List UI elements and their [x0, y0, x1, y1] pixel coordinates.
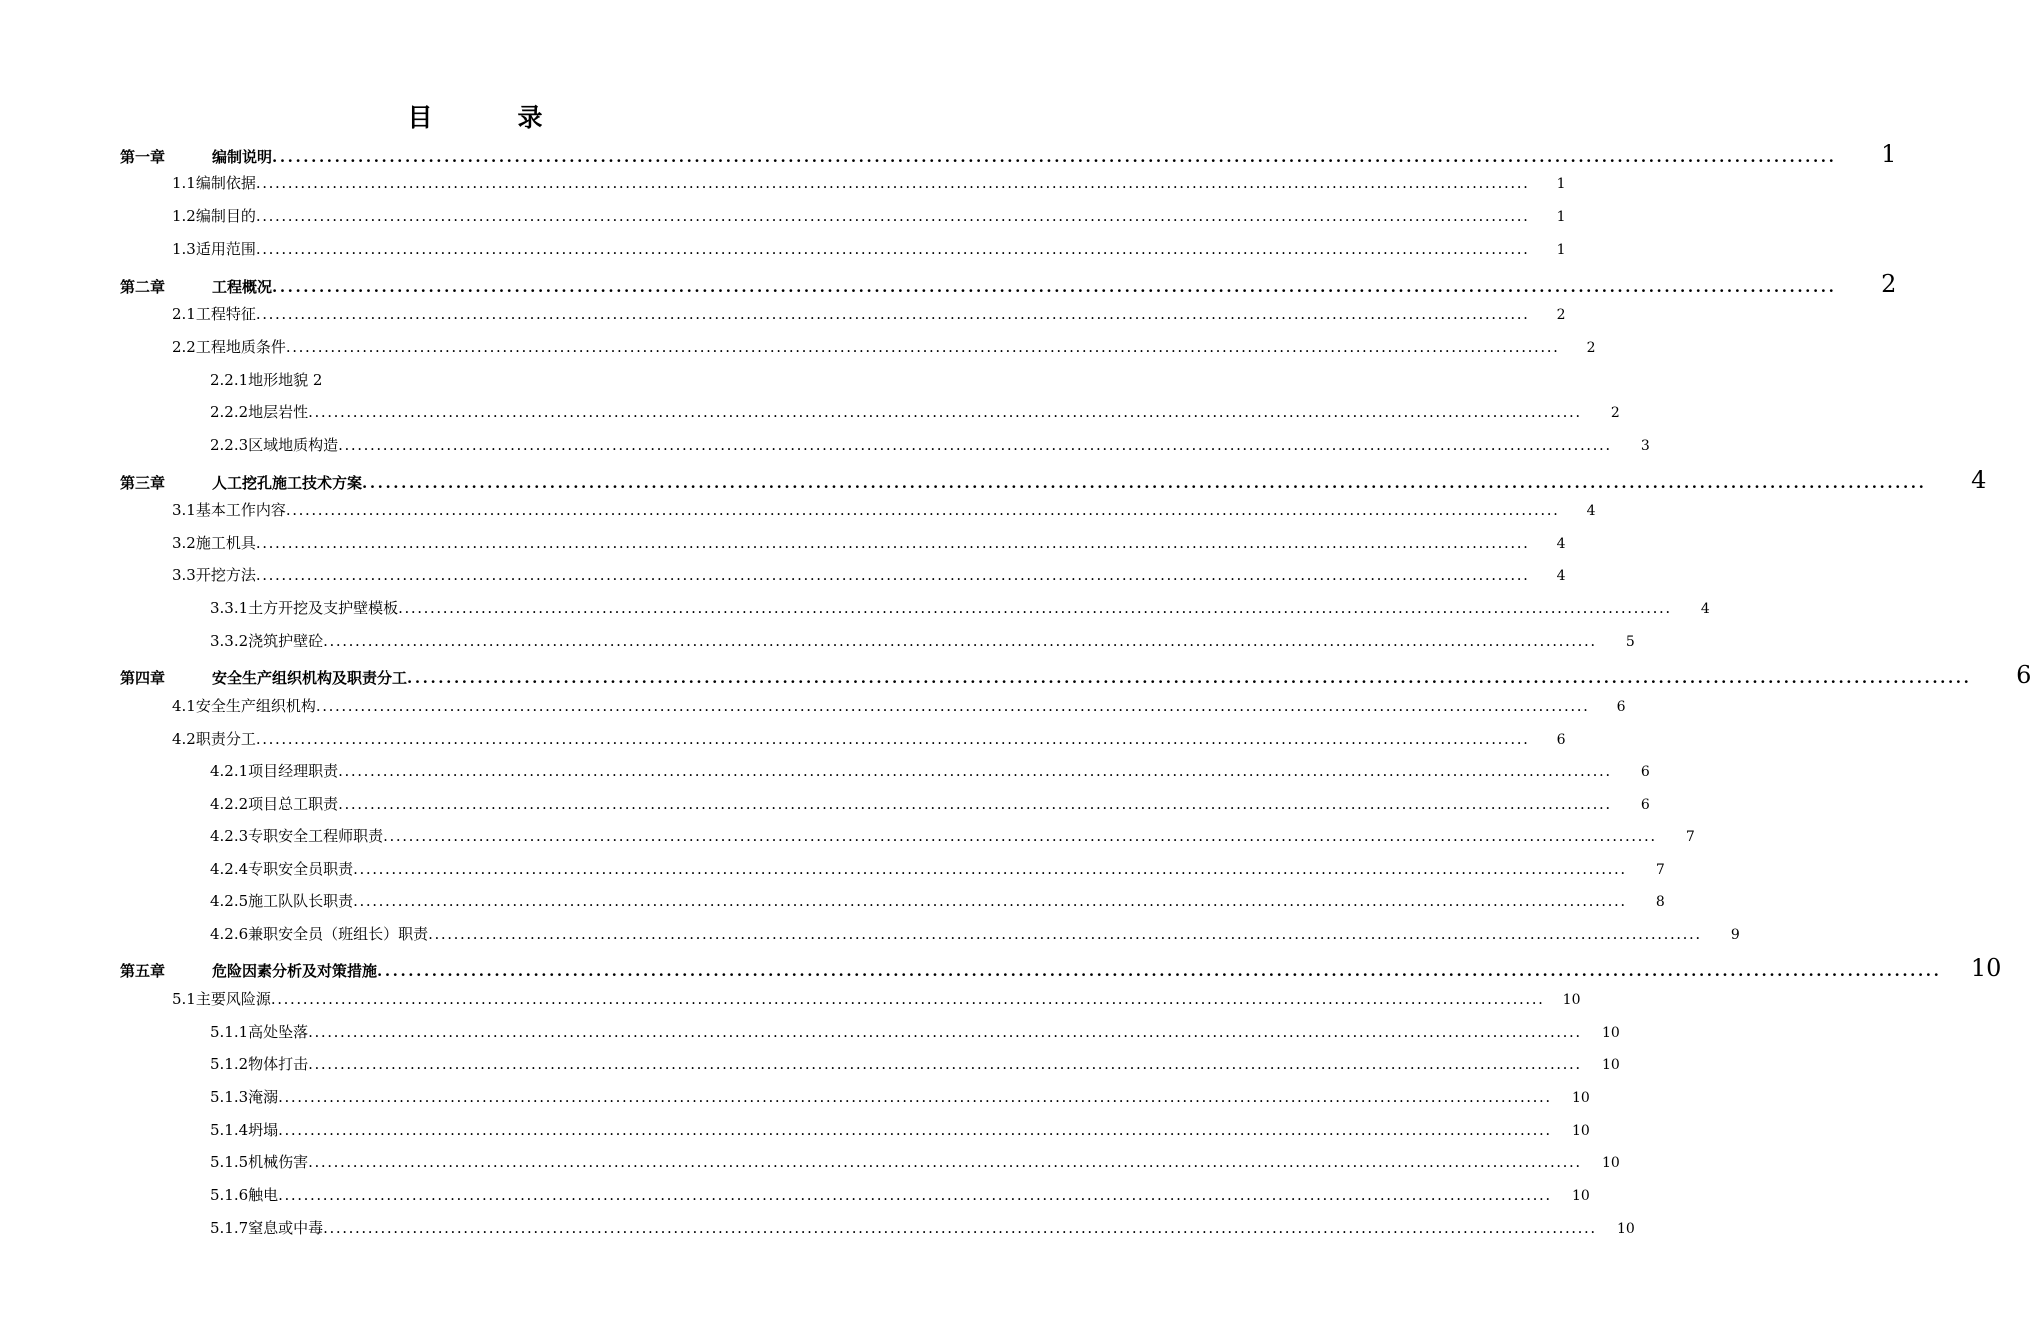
toc-entry-text: 4.2.6兼职安全员（班组长）职责	[210, 925, 429, 943]
toc-entry-label	[172, 728, 256, 750]
toc-entry-text: 2.1工程特征	[172, 305, 256, 323]
toc-entry-text: 1.2编制目的	[172, 207, 256, 225]
page-number: 10	[1601, 1025, 1620, 1041]
toc-chapter-entry[interactable]	[120, 270, 1897, 299]
toc-entry-label	[210, 858, 353, 880]
toc-entry-text: 2.2.2地层岩性	[210, 403, 309, 421]
page-number: 1	[1556, 209, 1566, 225]
toc-entry-label	[210, 793, 338, 815]
toc-section-entry[interactable]	[172, 238, 1566, 261]
dot-leader: ........................................................................................................................................................................................................	[308, 1023, 1582, 1041]
page-number: 6	[1556, 732, 1566, 748]
page-number: 4	[1586, 503, 1596, 519]
page-number: 6	[1640, 764, 1650, 780]
toc-entry-label	[210, 1053, 308, 1075]
page-number: 6	[1640, 797, 1650, 813]
toc-entry-label	[210, 597, 398, 619]
toc-section-entry[interactable]	[172, 499, 1596, 522]
dot-leader: ........................................................................................................................................................................................................	[308, 1153, 1582, 1171]
toc-entry-text: 5.1.3淹溺	[210, 1088, 279, 1106]
toc-entry-text: 2.2.1地形地貌 2	[210, 371, 323, 389]
dot-leader: ........................................................................................................................................................................................................	[428, 925, 1702, 943]
dot-leader: ........................................................................................................................................................................................................	[315, 697, 1590, 715]
chapter-number: 第一章	[120, 148, 166, 166]
toc-entry-text: 2.2工程地质条件	[172, 338, 286, 356]
toc-entry-label	[172, 172, 256, 194]
toc-entry-text: 人工挖孔施工技术方案	[212, 474, 363, 492]
toc-entry-text: 3.3.2浇筑护壁砼	[210, 632, 324, 650]
toc-subsection-entry[interactable]	[210, 760, 1650, 783]
toc-entry-label	[210, 760, 338, 782]
page-number: 10	[1616, 1221, 1635, 1237]
toc-entry-label	[120, 959, 377, 983]
toc-chapter-entry[interactable]	[120, 661, 2031, 690]
page-number: 1	[1881, 140, 1897, 168]
dot-leader: ........................................................................................................................................................................................................	[377, 962, 1942, 980]
dot-leader: ........................................................................................................................................................................................................	[338, 795, 1612, 813]
toc-subsection-entry[interactable]	[210, 1184, 1590, 1207]
toc-entry-text: 4.2职责分工	[172, 730, 256, 748]
toc-subsection-entry[interactable]	[210, 825, 1695, 848]
toc-section-entry[interactable]	[172, 695, 1626, 718]
toc-entry-text: 危险因素分析及对策措施	[212, 962, 378, 980]
chapter-number: 第四章	[120, 669, 166, 687]
page-number: 10	[1601, 1155, 1620, 1171]
toc-entry-label	[210, 434, 338, 456]
dot-leader: ........................................................................................................................................................................................................	[278, 1186, 1552, 1204]
dot-leader: ........................................................................................................................................................................................................	[407, 669, 1972, 687]
page-number: 2	[1556, 307, 1566, 323]
page-number: 2	[1586, 340, 1596, 356]
toc-entry-text: 1.1编制依据	[172, 174, 256, 192]
toc-entry-label	[210, 890, 353, 912]
dot-leader: ........................................................................................................................................................................................................	[323, 632, 1597, 650]
dot-leader: ........................................................................................................................................................................................................	[255, 240, 1530, 258]
toc-subsection-entry[interactable]	[210, 369, 840, 391]
page-number: 2	[1881, 270, 1897, 298]
toc-entry-label	[120, 275, 272, 299]
toc-entry-label	[210, 630, 323, 652]
toc-subsection-entry[interactable]	[210, 923, 1740, 946]
toc-entry-text: 5.1.4坍塌	[210, 1121, 279, 1139]
toc-entry-label	[210, 401, 308, 423]
toc-subsection-entry[interactable]	[210, 434, 1650, 457]
toc-entry-text: 5.1.5机械伤害	[210, 1153, 309, 1171]
toc-section-entry[interactable]	[172, 336, 1596, 359]
toc-section-entry[interactable]	[172, 303, 1566, 326]
page-number: 10	[1571, 1188, 1590, 1204]
toc-subsection-entry[interactable]	[210, 401, 1620, 424]
toc-subsection-entry[interactable]	[210, 858, 1665, 881]
toc-entry-text: 5.1.7窒息或中毒	[210, 1219, 324, 1237]
toc-chapter-entry[interactable]	[120, 140, 1897, 169]
toc-entry-label	[210, 1184, 278, 1206]
toc-entry-text: 3.3开挖方法	[172, 566, 256, 584]
toc-entry-text: 4.1安全生产组织机构	[172, 697, 316, 715]
toc-section-entry[interactable]	[172, 564, 1566, 587]
dot-leader: ........................................................................................................................................................................................................	[285, 501, 1560, 519]
toc-entry-text: 1.3适用范围	[172, 240, 256, 258]
toc-subsection-entry[interactable]	[210, 793, 1650, 816]
dot-leader: ........................................................................................................................................................................................................	[255, 305, 1530, 323]
toc-entry-text: 2.2.3区域地质构造	[210, 436, 339, 454]
dot-leader: ........................................................................................................................................................................................................	[255, 730, 1530, 748]
toc-entry-label	[210, 1217, 323, 1239]
toc-subsection-entry[interactable]	[210, 1151, 1620, 1174]
dot-leader: ........................................................................................................................................................................................................	[255, 566, 1530, 584]
toc-entry-text: 4.2.2项目总工职责	[210, 795, 339, 813]
toc-entry-text: 4.2.1项目经理职责	[210, 762, 339, 780]
page-number: 1	[1556, 176, 1566, 192]
toc-subsection-entry[interactable]	[210, 1021, 1620, 1044]
toc-entry-text: 安全生产组织机构及职责分工	[212, 669, 408, 687]
toc-entry-text: 工程概况	[212, 278, 273, 296]
page-number: 4	[1556, 536, 1566, 552]
page-number: 2	[1610, 405, 1620, 421]
dot-leader: ........................................................................................................................................................................................................	[308, 1055, 1582, 1073]
page-number: 9	[1730, 927, 1740, 943]
page-number: 5	[1625, 634, 1635, 650]
page-title: 目 录	[407, 103, 573, 132]
toc-entry-label	[210, 1119, 278, 1141]
toc-section-entry[interactable]	[172, 532, 1566, 555]
dot-leader: ........................................................................................................................................................................................................	[353, 892, 1627, 910]
toc-entry-label	[120, 145, 272, 169]
dot-leader: ........................................................................................................................................................................................................	[338, 436, 1612, 454]
page-number: 7	[1685, 829, 1695, 845]
dot-leader: ........................................................................................................................................................................................................	[255, 534, 1530, 552]
toc-section-entry[interactable]	[172, 205, 1566, 228]
toc-entry-label	[172, 695, 316, 717]
dot-leader: ........................................................................................................................................................................................................	[255, 207, 1530, 225]
toc-entry-label	[172, 238, 256, 260]
dot-leader: ........................................................................................................................................................................................................	[255, 174, 1530, 192]
toc-entry-text: 4.2.4专职安全员职责	[210, 860, 354, 878]
toc-entry-text: 编制说明	[212, 148, 273, 166]
chapter-number: 第二章	[120, 278, 166, 296]
dot-leader: ........................................................................................................................................................................................................	[398, 599, 1672, 617]
page-number: 10	[1601, 1057, 1620, 1073]
toc-entry-text: 3.2施工机具	[172, 534, 256, 552]
page-number: 6	[1616, 699, 1626, 715]
toc-entry-label	[172, 303, 256, 325]
dot-leader: ........................................................................................................................................................................................................	[353, 860, 1627, 878]
toc-entry-label	[120, 666, 407, 690]
toc-entry-label	[210, 825, 383, 847]
page-number: 10	[1571, 1123, 1590, 1139]
dot-leader: ........................................................................................................................................................................................................	[278, 1121, 1552, 1139]
page-number: 3	[1640, 438, 1650, 454]
dot-leader: ........................................................................................................................................................................................................	[383, 827, 1657, 845]
toc-chapter-entry[interactable]	[120, 466, 1987, 495]
toc-entry-text: 5.1.2物体打击	[210, 1055, 309, 1073]
toc-entry-label	[210, 1086, 278, 1108]
toc-section-entry[interactable]	[172, 172, 1566, 195]
toc-entry-text: 4.2.3专职安全工程师职责	[210, 827, 384, 845]
toc-entry-label	[172, 205, 256, 227]
toc-entry-text: 5.1.6触电	[210, 1186, 279, 1204]
toc-entry-label	[120, 471, 362, 495]
dot-leader: ........................................................................................................................................................................................................	[272, 278, 1837, 296]
toc-entry-label	[172, 988, 271, 1010]
page-number: 6	[2016, 661, 2031, 689]
page-number: 4	[1971, 466, 1987, 494]
page-number: 10	[1562, 992, 1581, 1008]
dot-leader: ........................................................................................................................................................................................................	[362, 474, 1927, 492]
toc-entry-label	[172, 499, 286, 521]
page-number: 10	[1571, 1090, 1590, 1106]
toc-subsection-entry[interactable]	[210, 1217, 1635, 1240]
toc-entry-label	[172, 564, 256, 586]
toc-chapter-entry[interactable]	[120, 954, 2002, 983]
dot-leader: ........................................................................................................................................................................................................	[285, 338, 1560, 356]
page-number: 1	[1556, 242, 1566, 258]
toc-entry-label	[172, 336, 286, 358]
page-number: 10	[1970, 954, 2002, 982]
chapter-number: 第五章	[120, 962, 166, 980]
toc-section-entry[interactable]	[172, 728, 1566, 751]
toc-entry-text: 3.3.1土方开挖及支护壁模板	[210, 599, 399, 617]
chapter-number: 第三章	[120, 474, 166, 492]
toc-subsection-entry[interactable]	[210, 890, 1665, 913]
toc-entry-label	[210, 1151, 308, 1173]
dot-leader: ........................................................................................................................................................................................................	[278, 1088, 1552, 1106]
dot-leader: ........................................................................................................................................................................................................	[270, 990, 1545, 1008]
toc-entry-label	[210, 1021, 308, 1043]
toc-subsection-entry[interactable]	[210, 1119, 1590, 1142]
page-number: 4	[1700, 601, 1710, 617]
page-number: 7	[1655, 862, 1665, 878]
toc-subsection-entry[interactable]	[210, 1053, 1620, 1076]
dot-leader: ........................................................................................................................................................................................................	[272, 148, 1837, 166]
dot-leader: ........................................................................................................................................................................................................	[338, 762, 1612, 780]
page-number: 4	[1556, 568, 1566, 584]
toc-entry-text: 5.1主要风险源	[172, 990, 271, 1008]
toc-subsection-entry[interactable]	[210, 630, 1635, 653]
toc-entry-label	[210, 369, 322, 391]
toc-entry-label	[210, 923, 428, 945]
toc-entry-text: 5.1.1高处坠落	[210, 1023, 309, 1041]
toc-section-entry[interactable]	[172, 988, 1581, 1011]
toc-subsection-entry[interactable]	[210, 1086, 1590, 1109]
toc-subsection-entry[interactable]	[210, 597, 1710, 620]
toc-entry-label	[172, 532, 256, 554]
dot-leader: ........................................................................................................................................................................................................	[308, 403, 1582, 421]
toc-entry-text: 3.1基本工作内容	[172, 501, 286, 519]
dot-leader: ........................................................................................................................................................................................................	[323, 1219, 1597, 1237]
toc-entry-text: 4.2.5施工队队长职责	[210, 892, 354, 910]
page-number: 8	[1655, 894, 1665, 910]
